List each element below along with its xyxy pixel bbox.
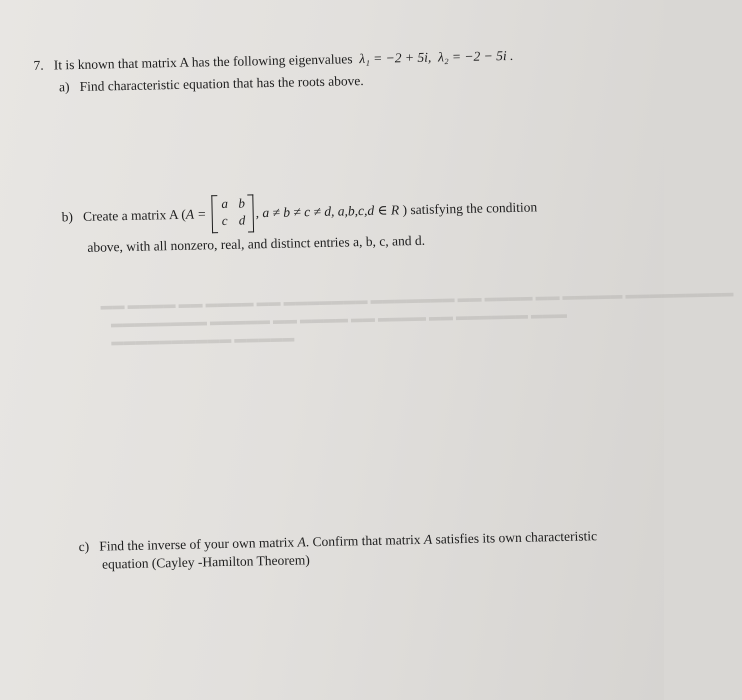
bleed-through-text-3: ▬▬▬▬▬▬▬▬▬▬ ▬▬▬▬▬	[111, 330, 295, 349]
part-c-matrix-a: A	[297, 534, 306, 550]
matrix-right-bracket	[247, 194, 254, 232]
part-c-label: c)	[78, 538, 90, 555]
part-a-line	[59, 73, 364, 95]
part-c-line-2: equation (Cayley -Hamilton Theorem)	[101, 552, 310, 572]
bleed-through-text: ▬▬ ▬▬▬▬ ▬▬ ▬▬▬▬ ▬▬ ▬▬▬▬▬▬▬ ▬▬▬▬▬▬▬ ▬▬ ▬▬▬▬ ▬▬ ▬▬▬▬▬ ▬▬▬▬▬▬▬▬▬	[100, 285, 734, 313]
part-c-text-2: . Confirm that matrix	[305, 531, 425, 550]
part-c-matrix-a-2: A	[423, 531, 433, 547]
part-b-text-start: Create a matrix A (	[82, 206, 186, 224]
part-c-line	[78, 528, 597, 555]
question-intro: It is known that matrix A has the following eigenvalues	[53, 51, 353, 73]
part-b-label: b)	[61, 209, 74, 225]
matrix-a	[211, 194, 254, 231]
part-b-line	[62, 199, 538, 225]
part-a-label: a)	[58, 79, 70, 95]
matrix-cell-d: d	[238, 212, 246, 228]
matrix-cell-c: c	[221, 212, 228, 229]
part-b-line-2: above, with all nonzero, real, and distinct entries a, b, c, and d.	[87, 232, 426, 255]
eigenvalue-lambda1: λ₁ = −2 + 5i,	[359, 49, 432, 67]
part-c-text-3: satisfies its own characteristic	[431, 528, 598, 547]
matrix-condition: , a ≠ b ≠ c ≠ d, a,b,c,d ∈ R	[255, 202, 400, 221]
question-7-line	[33, 48, 513, 74]
question-number: 7.	[33, 57, 44, 73]
part-a-text: Find characteristic equation that has the roots above.	[79, 73, 364, 94]
matrix-cell-b: b	[238, 195, 246, 211]
bleed-through-text-2: ▬▬▬▬▬▬▬▬ ▬▬▬▬▬ ▬▬ ▬▬▬▬ ▬▬ ▬▬▬▬ ▬▬ ▬▬▬▬▬▬ ▬▬▬	[110, 306, 567, 331]
matrix-left-bracket	[211, 195, 218, 233]
eigenvalue-lambda2: λ₂ = −2 − 5i .	[437, 47, 514, 65]
part-b-text-end: ) satisfying the condition	[402, 199, 538, 218]
matrix-a-equals: A =	[185, 206, 207, 222]
part-c-text-1: Find the inverse of your own matrix	[99, 534, 298, 554]
matrix-cell-a: a	[221, 195, 229, 212]
